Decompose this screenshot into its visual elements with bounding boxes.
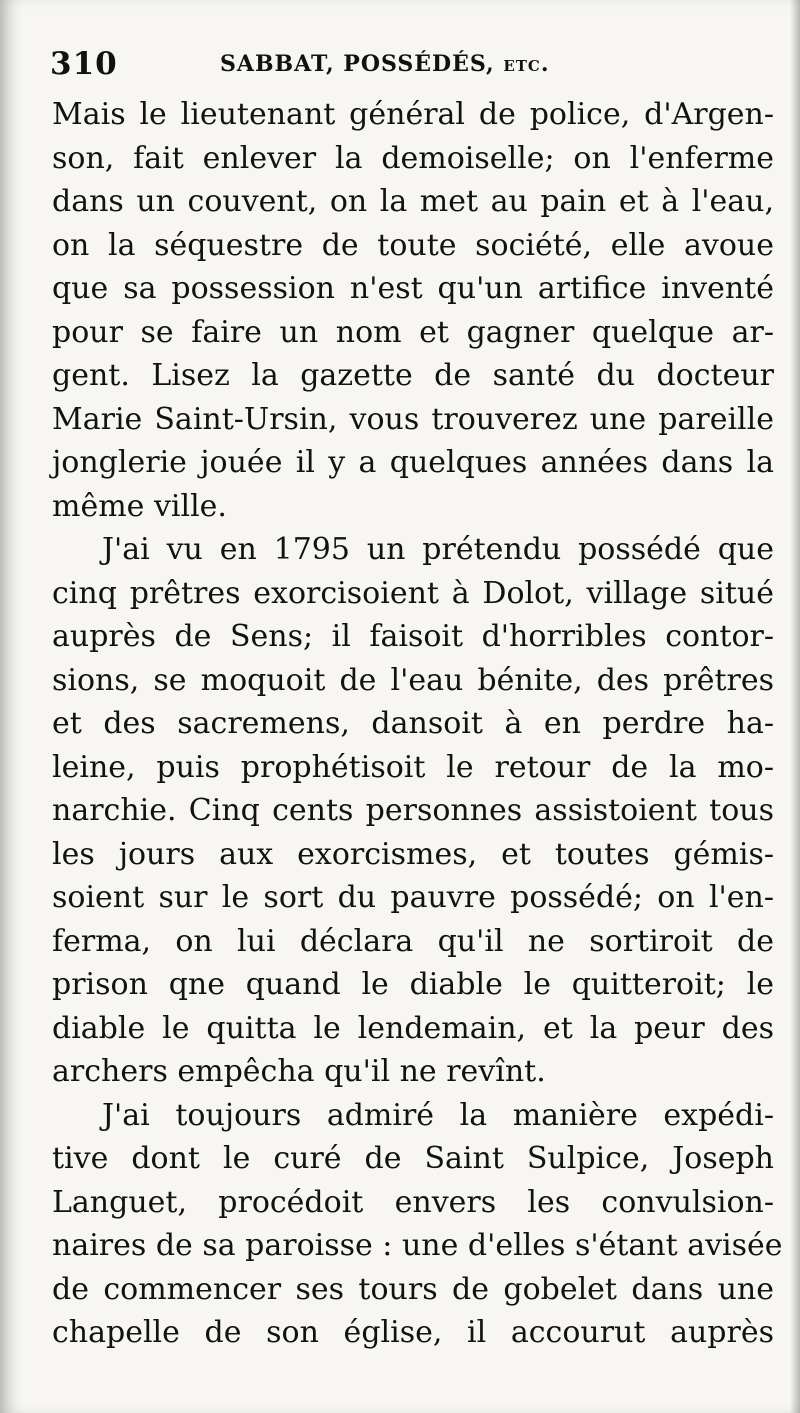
text-line: tive dont le curé de Saint Sulpice, Joseph: [52, 1141, 774, 1176]
text-line: on la séquestre de toute société, elle avoue: [52, 227, 774, 263]
body-text: [52, 93, 783, 1355]
text-line: pour se faire un nom et gagner quelque ar-: [52, 314, 774, 350]
running-head: [50, 46, 770, 86]
text-line: que sa possession n'est qu'un artifice inventé: [52, 271, 774, 306]
text-line: dans un couvent, on la met au pain et à l'eau,: [52, 184, 774, 219]
text-line: J'ai toujours admiré la manière expédi-: [102, 1097, 774, 1133]
text-line: cinq prêtres exorcisoient à Dolot, village situé: [52, 575, 774, 611]
text-line: prison qne quand le diable le quitteroit; le: [52, 967, 774, 1002]
text-line: narchie. Cinq cents personnes assistoient tous: [52, 793, 774, 828]
text-line: gent. Lisez la gazette de santé du docteur: [52, 358, 774, 393]
text-line: auprès de Sens; il faisoit d'horribles contor-: [52, 619, 774, 654]
text-line: les jours aux exorcismes, et toutes gémis-: [52, 836, 774, 872]
text-line: naires de sa paroisse : une d'elles s'étant avisée: [52, 1228, 783, 1263]
text-line: Mais le lieutenant général de police, d'Argen-: [52, 97, 774, 132]
text-line: jonglerie jouée il y a quelques années dans la: [52, 445, 774, 480]
text-line: ferma, on lui déclara qu'il ne sortiroit de: [52, 923, 774, 959]
running-title: SABBAT, POSSÉDÉS, etc.: [220, 51, 550, 77]
text-line: archers empêcha qu'il ne revînt.: [52, 1054, 546, 1089]
text-line: soient sur le sort du pauvre possédé; on l'en-: [52, 880, 774, 915]
text-line: de commencer ses tours de gobelet dans une: [52, 1271, 774, 1307]
text-line: Languet, procédoit envers les convulsion-: [52, 1184, 774, 1220]
text-line: diable le quitta le lendemain, et la peur des: [52, 1010, 774, 1046]
text-line: leine, puis prophétisoit le retour de la mo-: [52, 749, 774, 785]
page-number: 310: [50, 46, 118, 82]
text-line: Marie Saint-Ursin, vous trouverez une pareille: [52, 401, 774, 437]
text-line: chapelle de son église, il accourut auprès: [52, 1315, 774, 1350]
text-line: sions, se moquoit de l'eau bénite, des prêtres: [52, 662, 774, 698]
text-line: même ville.: [52, 488, 227, 524]
text-line: J'ai vu en 1795 un prétendu possédé que: [102, 532, 774, 567]
text-line: et des sacremens, dansoit à en perdre ha-: [52, 706, 774, 741]
text-line: son, fait enlever la demoiselle; on l'enferme: [52, 140, 774, 176]
